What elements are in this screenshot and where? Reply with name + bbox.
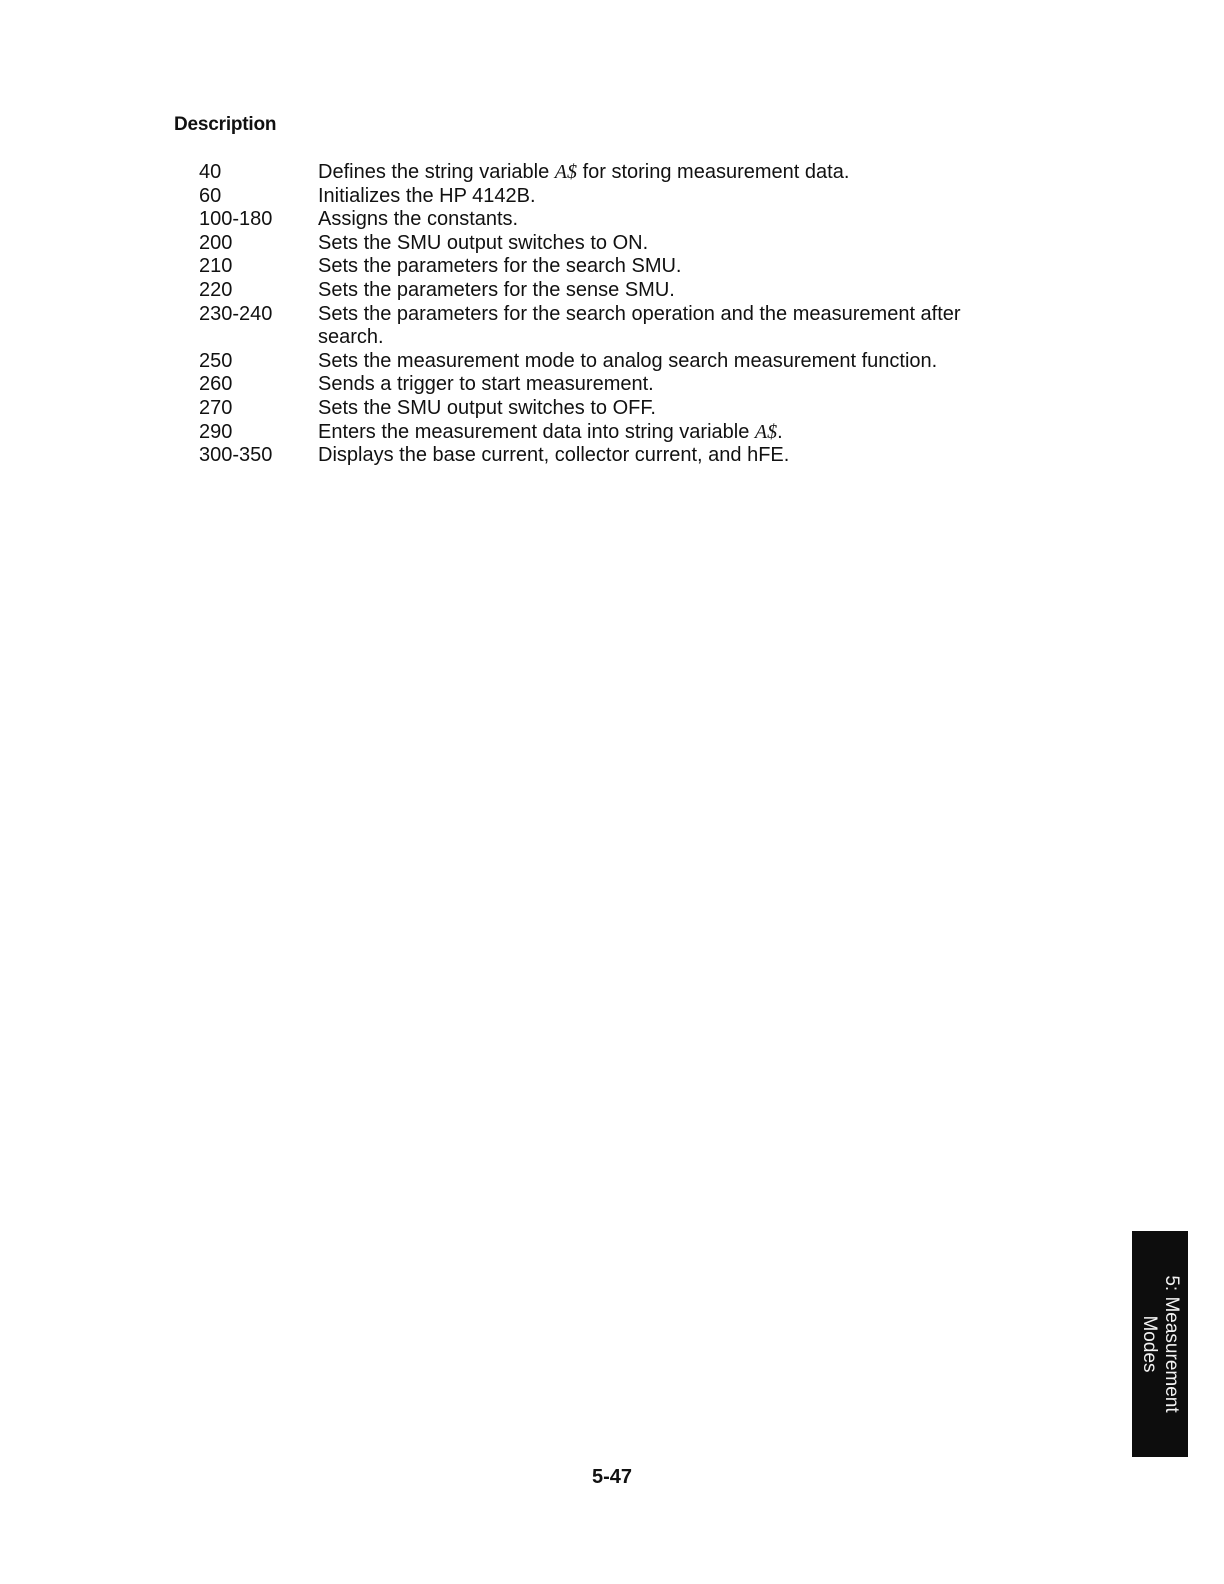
- description-row: [199, 255, 1019, 279]
- line-description: Sets the SMU output switches to ON.: [318, 231, 649, 254]
- string-variable: A$: [554, 161, 578, 183]
- line-number: 250: [199, 349, 233, 372]
- program-description-table: [199, 161, 1019, 468]
- line-number: 60: [199, 184, 222, 207]
- line-number: 210: [199, 255, 233, 278]
- line-number: 200: [199, 231, 233, 254]
- description-row: [199, 373, 1019, 397]
- description-row: [199, 350, 1019, 374]
- description-row: [199, 232, 1019, 256]
- section-heading: Description: [174, 114, 277, 135]
- line-number: 230-240: [199, 302, 273, 325]
- line-number: 300-350: [199, 444, 273, 467]
- description-row: [199, 279, 1019, 303]
- line-number: 290: [199, 420, 233, 443]
- line-description: Sets the parameters for the sense SMU.: [318, 278, 675, 301]
- line-description: Initializes the HP 4142B.: [318, 184, 536, 207]
- description-row: [199, 397, 1019, 421]
- description-row: [199, 303, 1019, 350]
- line-description: Assigns the constants.: [318, 208, 519, 231]
- line-description: Sends a trigger to start measurement.: [318, 373, 654, 396]
- page-number: 5-47: [592, 1466, 633, 1488]
- line-number: 270: [199, 396, 233, 419]
- line-number: 100-180: [199, 208, 273, 231]
- line-description: Sets the parameters for the search operation and the measurement after search.: [318, 302, 961, 349]
- line-description: Defines the string variable A$ for storing measurement data.: [318, 161, 850, 183]
- description-row: [199, 161, 1019, 185]
- description-row: [199, 185, 1019, 209]
- string-variable: A$: [754, 420, 778, 443]
- line-number: 40: [199, 161, 222, 183]
- description-row: [199, 208, 1019, 232]
- line-number: 260: [199, 373, 233, 396]
- line-description: Displays the base current, collector current, and hFE.: [318, 444, 790, 467]
- line-description: Sets the parameters for the search SMU.: [318, 255, 682, 278]
- line-description: Sets the measurement mode to analog search measurement function.: [318, 349, 938, 372]
- line-description: Sets the SMU output switches to OFF.: [318, 396, 656, 419]
- chapter-tab-line2: Modes: [1139, 1315, 1160, 1373]
- chapter-thumb-tab: [1132, 1231, 1188, 1457]
- chapter-tab-line1: 5: Measurement: [1161, 1275, 1182, 1413]
- chapter-tab-label: [1138, 1231, 1182, 1457]
- line-number: 220: [199, 278, 233, 301]
- description-row: [199, 421, 1019, 445]
- line-description: Enters the measurement data into string variable A$.: [318, 420, 783, 443]
- description-row: [199, 444, 1019, 468]
